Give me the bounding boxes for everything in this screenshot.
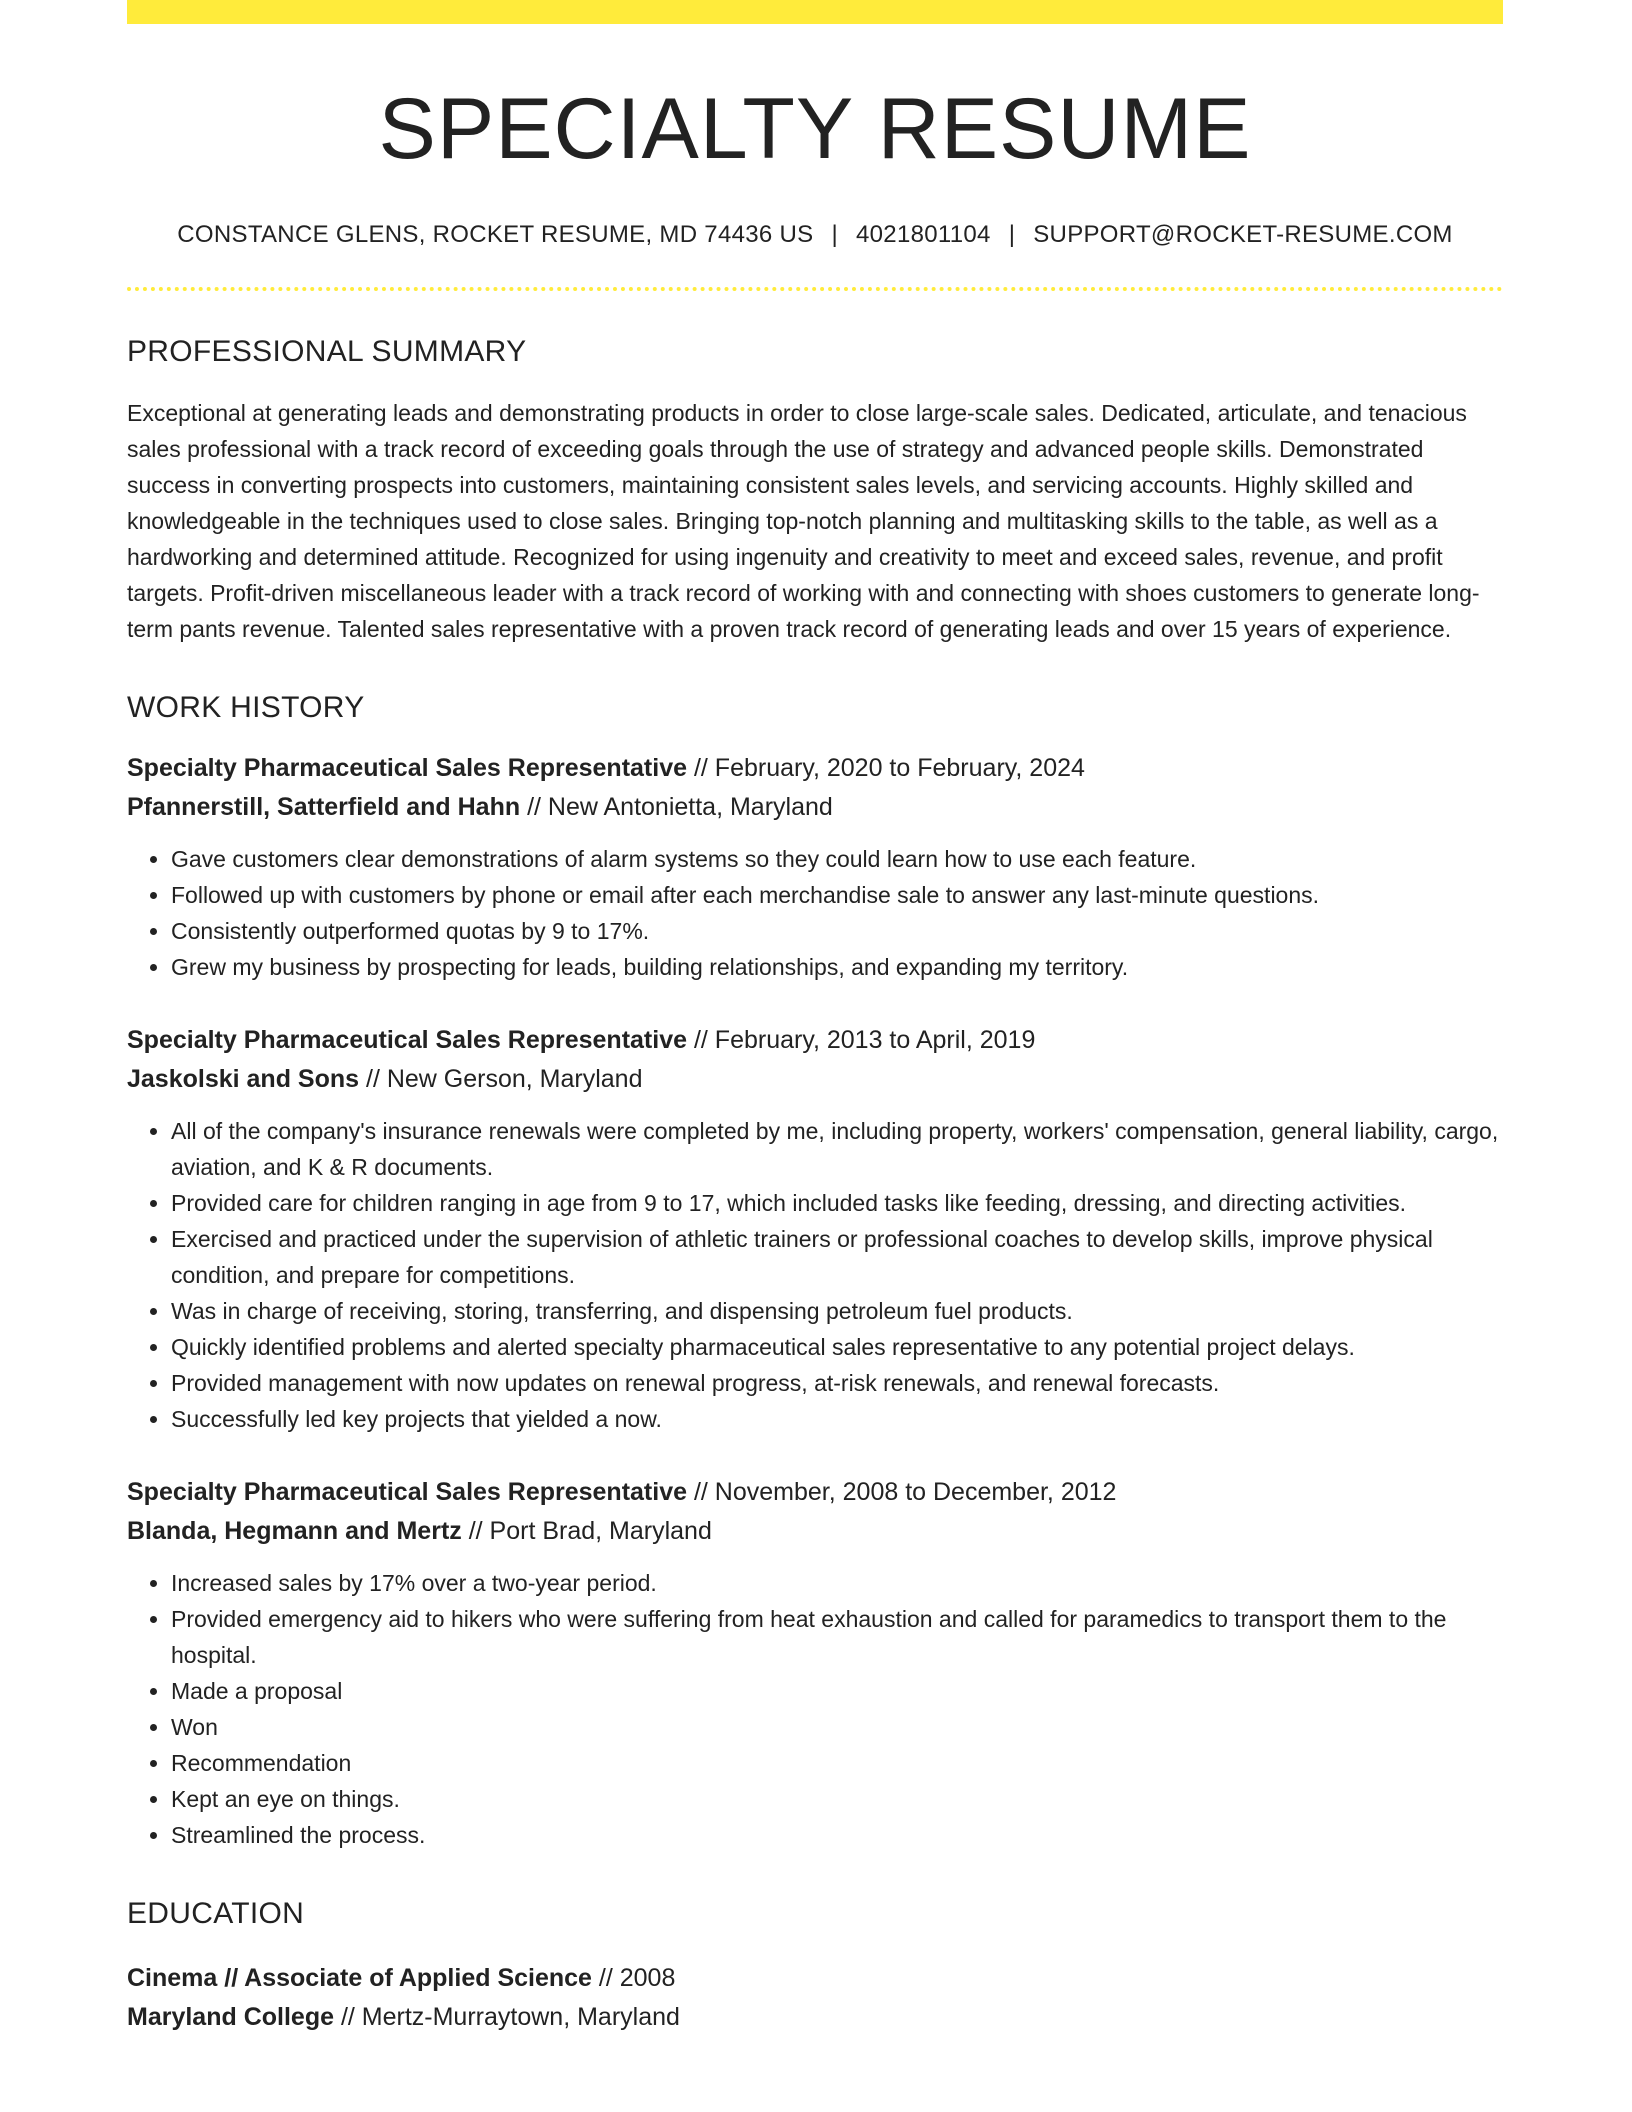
list-item: • Won [171, 1709, 1503, 1745]
job-bullet-list [127, 1113, 1503, 1437]
list-item: • Exercised and practiced under the supervision of athletic trainers or professional coaches to develop skills, improve physical condition, and prepare for competitions. [171, 1221, 1503, 1293]
list-item: • Provided care for children ranging in age from 9 to 17, which included tasks like feeding, dressing, and directing activities. [171, 1185, 1503, 1221]
list-item: • Streamlined the process. [171, 1817, 1503, 1853]
list-item: • Increased sales by 17% over a two-year period. [171, 1565, 1503, 1601]
list-item: • Consistently outperformed quotas by 9 to 17%. [171, 913, 1503, 949]
job-dates: // November, 2008 to December, 2012 [687, 1477, 1117, 1506]
education-degree: Cinema // Associate of Applied Science [127, 1963, 592, 1992]
list-item: • All of the company's insurance renewals were completed by me, including property, workers' compensation, general liability, cargo, aviation, and K & R documents. [171, 1113, 1503, 1185]
contact-line [127, 221, 1503, 249]
resume-page [127, 0, 1503, 2037]
list-item: • Grew my business by prospecting for leads, building relationships, and expanding my territory. [171, 949, 1503, 985]
job-location: // New Gerson, Maryland [359, 1064, 643, 1093]
job-title-line [127, 749, 1503, 788]
summary-heading: PROFESSIONAL SUMMARY [127, 334, 527, 368]
job-dates: // February, 2013 to April, 2019 [687, 1025, 1036, 1054]
job-title: Specialty Pharmaceutical Sales Representative [127, 1477, 688, 1506]
job-entry [127, 1021, 1503, 1437]
job-title-line [127, 1473, 1503, 1512]
work-history-heading: WORK HISTORY [127, 690, 365, 724]
contact-separator: | [831, 220, 838, 248]
education-school-line [127, 1998, 1503, 2037]
contact-phone: 4021801104 [856, 220, 991, 248]
job-entry [127, 749, 1503, 985]
contact-email: SUPPORT@ROCKET-RESUME.COM [1033, 220, 1453, 248]
list-item: • Followed up with customers by phone or email after each merchandise sale to answer any last-minute questions. [171, 877, 1503, 913]
resume-title: SPECIALTY RESUME [378, 81, 1252, 177]
contact-address: CONSTANCE GLENS, ROCKET RESUME, MD 74436 US [177, 220, 814, 248]
job-dates: // February, 2020 to February, 2024 [687, 753, 1085, 782]
list-item: • Made a proposal [171, 1673, 1503, 1709]
job-company-line [127, 788, 1503, 827]
education-degree-line [127, 1959, 1503, 1998]
dotted-divider [127, 287, 1503, 291]
job-company: Pfannerstill, Satterfield and Hahn [127, 792, 521, 821]
job-title: Specialty Pharmaceutical Sales Representative [127, 1025, 688, 1054]
education-heading: EDUCATION [127, 1896, 305, 1930]
job-location: // Port Brad, Maryland [461, 1516, 712, 1545]
list-item: • Gave customers clear demonstrations of alarm systems so they could learn how to use each feature. [171, 841, 1503, 877]
job-title: Specialty Pharmaceutical Sales Representative [127, 753, 688, 782]
job-entry [127, 1473, 1503, 1853]
top-accent-bar [127, 0, 1503, 24]
education-school: Maryland College [127, 2002, 334, 2031]
contact-separator: | [1008, 220, 1016, 248]
education-year: // 2008 [591, 1963, 676, 1992]
list-item: • Kept an eye on things. [171, 1781, 1503, 1817]
list-item: • Quickly identified problems and alerted specialty pharmaceutical sales representative to any potential project delays. [171, 1329, 1503, 1365]
job-company: Jaskolski and Sons [127, 1064, 360, 1093]
list-item: • Provided management with now updates on renewal progress, at-risk renewals, and renewal forecasts. [171, 1365, 1503, 1401]
job-title-line [127, 1021, 1503, 1060]
job-bullet-list [127, 841, 1503, 985]
job-company-line [127, 1060, 1503, 1099]
job-company: Blanda, Hegmann and Mertz [127, 1516, 462, 1545]
summary-text: Exceptional at generating leads and demonstrating products in order to close large-scale sales. Dedicated, articulate, and tenacious sales professional with a track record of exceeding goals through the use of strategy and advanced people skills. Demonstrated success in converting prospects into customers, maintaining consistent sales levels, and servicing accounts. Highly skilled and knowledgeable in the techniques used to close sales. Bringing top-notch planning and multitasking skills to the table, as well as a hardworking and determined attitude. Recognized for using ingenuity and creativity to meet and exceed sales, revenue, and profit targets. Profit-driven miscellaneous leader with a track record of working with and connecting with shoes customers to generate long-term pants revenue. Talented sales representative with a proven track record of generating leads and over 15 years of experience. [127, 399, 1480, 642]
job-company-line [127, 1512, 1503, 1551]
education-entry [127, 1959, 1503, 2037]
job-bullet-list [127, 1565, 1503, 1853]
education-location: // Mertz-Murraytown, Maryland [334, 2002, 680, 2031]
list-item: • Recommendation [171, 1745, 1503, 1781]
list-item: • Successfully led key projects that yielded a now. [171, 1401, 1503, 1437]
list-item: • Was in charge of receiving, storing, transferring, and dispensing petroleum fuel products. [171, 1293, 1503, 1329]
list-item: • Provided emergency aid to hikers who were suffering from heat exhaustion and called for paramedics to transport them to the hospital. [171, 1601, 1503, 1673]
job-location: // New Antonietta, Maryland [520, 792, 833, 821]
